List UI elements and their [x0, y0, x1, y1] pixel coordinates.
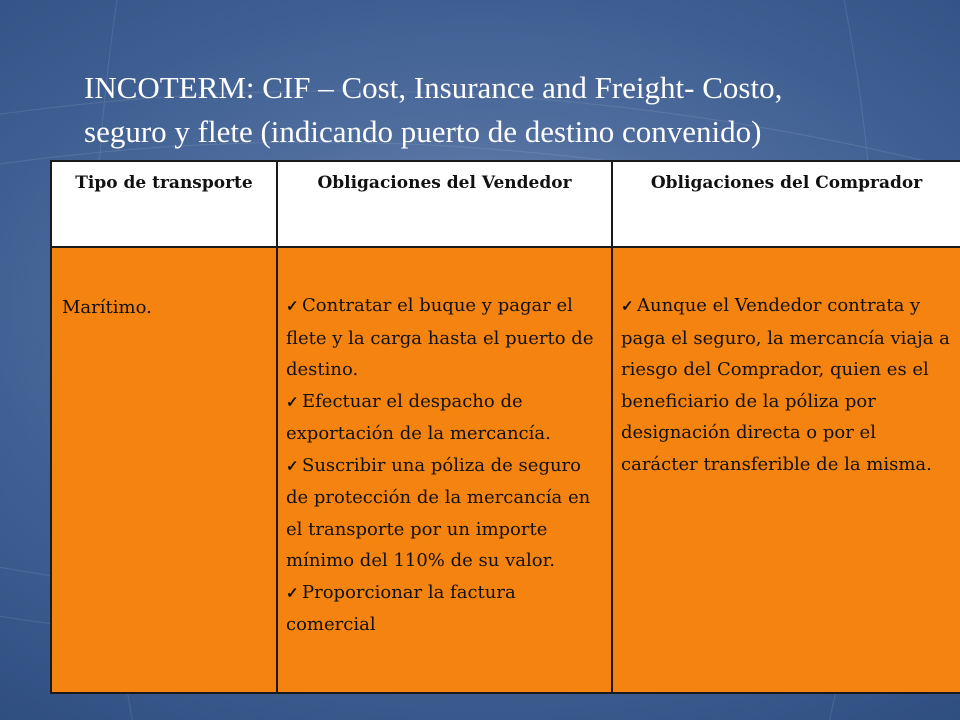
transport-type-cell — [51, 247, 277, 693]
slide-title-line-2: seguro y flete (indicando puerto de destino convenido) — [84, 114, 762, 149]
list-item-text: Proporcionar la factura comercial — [286, 581, 516, 635]
header-buyer-obligations: Obligaciones del Comprador — [612, 161, 960, 247]
check-icon: ✓ — [286, 297, 299, 315]
seller-obligations-list — [286, 290, 605, 641]
list-item — [286, 386, 605, 450]
list-item-text: Efectuar el despacho de exportación de la mercancía. — [286, 390, 551, 444]
header-seller-obligations: Obligaciones del Vendedor — [277, 161, 612, 247]
list-item — [621, 290, 954, 480]
buyer-obligations-list — [621, 290, 954, 480]
incoterm-table — [50, 160, 960, 694]
seller-obligations-cell — [277, 247, 612, 693]
list-item — [286, 450, 605, 577]
buyer-obligations-cell — [612, 247, 960, 693]
list-item — [286, 577, 605, 641]
check-icon: ✓ — [621, 297, 634, 315]
list-item-text: Aunque el Vendedor contrata y paga el seguro, la mercancía viaja a riesgo del Comprador, quien es el beneficiario de la póliza por designación directa o por el carácter transferible de la misma. — [621, 295, 950, 475]
slide-title — [84, 66, 924, 154]
check-icon: ✓ — [286, 583, 299, 602]
list-item — [286, 290, 605, 386]
table-header-row — [51, 161, 960, 247]
check-icon: ✓ — [286, 392, 299, 411]
header-transport-type: Tipo de transporte — [51, 161, 277, 247]
list-item-text: Suscribir una póliza de seguro de protección de la mercancía en el transporte por un importe mínimo del 110% de su valor. — [286, 454, 591, 571]
table-row — [51, 247, 960, 693]
slide-title-line-1: INCOTERM: CIF – Cost, Insurance and Freight- Costo, — [84, 70, 783, 105]
transport-type-value: Marítimo. — [62, 297, 152, 318]
check-icon: ✓ — [286, 456, 299, 475]
list-item-text: Contratar el buque y pagar el flete y la carga hasta el puerto de destino. — [286, 295, 594, 380]
